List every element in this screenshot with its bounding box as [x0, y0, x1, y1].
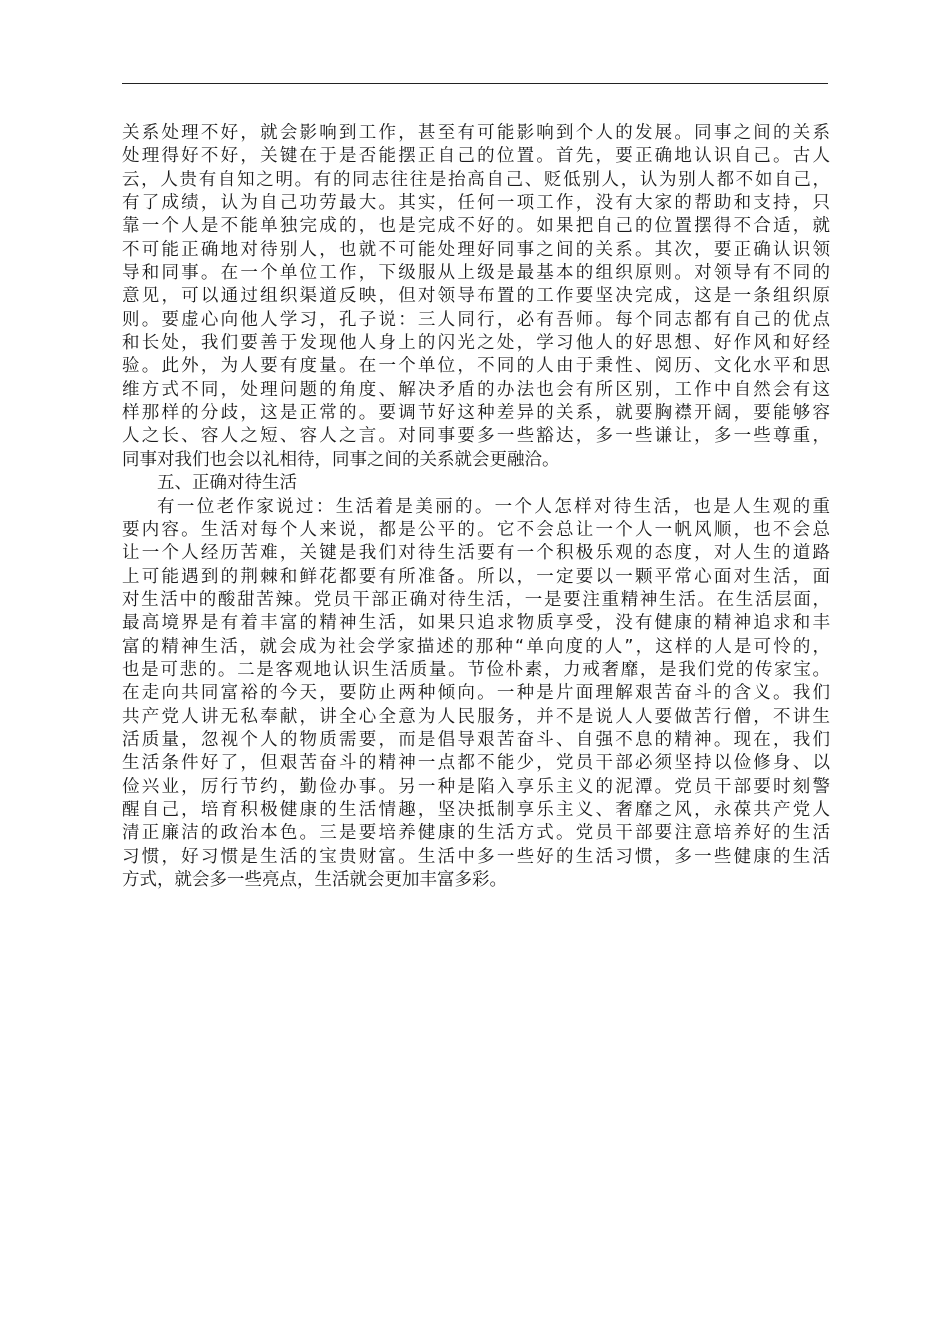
text-line: 上可能遇到的荆棘和鲜花都要有所准备。所以，一定要以一颗平常心面对生活，面: [122, 566, 830, 587]
text-line: 云，人贵有自知之明。有的同志往往是抬高自己、贬低别人，认为别人都不如自己，: [122, 169, 830, 190]
paragraph-relations: [122, 122, 830, 472]
text-line: 不可能正确地对待别人，也就不可能处理好同事之间的关系。其次，要正确认识领: [122, 239, 830, 260]
paragraph-life: [122, 496, 830, 893]
text-line: 和长处，我们要善于发现他人身上的闪光之处，学习他人的好思想、好作风和好经: [122, 333, 830, 354]
text-line: 在走向共同富裕的今天，要防止两种倾向。一种是片面理解艰苦奋斗的含义。我们: [122, 683, 830, 704]
text-line: 靠一个人是不能单独完成的，也是完成不好的。如果把自己的位置摆得不合适，就: [122, 216, 830, 237]
text-line: 让一个人经历苦难，关键是我们对待生活要有一个积极乐观的态度，对人生的道路: [122, 543, 830, 564]
text-line: 醒自己，培育积极健康的生活情趣，坚决抵制享乐主义、奢靡之风，永葆共产党人: [122, 799, 830, 820]
text-line: 也是可悲的。二是客观地认识生活质量。节俭朴素，力戒奢靡，是我们党的传家宝。: [122, 659, 830, 680]
text-line: 要内容。生活对每个人来说，都是公平的。它不会总让一个人一帆风顺，也不会总: [122, 519, 830, 540]
text-line: 清正廉洁的政治本色。三是要培养健康的生活方式。党员干部要注意培养好的生活: [122, 823, 830, 844]
header-rule: [122, 83, 828, 84]
text-line: 俭兴业，厉行节约，勤俭办事。另一种是陷入享乐主义的泥潭。党员干部要时刻警: [122, 776, 830, 797]
text-line: 富的精神生活，就会成为社会学家描述的那种“单向度的人”，这样的人是可怜的，: [122, 636, 830, 657]
text-line: 习惯，好习惯是生活的宝贵财富。生活中多一些好的生活习惯，多一些健康的生活: [122, 846, 830, 867]
text-line: 处理得好不好，关键在于是否能摆正自己的位置。首先，要正确地认识自己。古人: [122, 146, 830, 167]
text-line: 维方式不同，处理问题的角度、解决矛盾的办法也会有所区别，工作中自然会有这: [122, 379, 830, 400]
text-line: 方式，就会多一些亮点，生活就会更加丰富多彩。: [122, 870, 507, 890]
text-line: 活质量，忽视个人的物质需要，而是倡导艰苦奋斗、自强不息的精神。现在，我们: [122, 729, 830, 750]
text-line: 验。此外，为人要有度量。在一个单位，不同的人由于秉性、阅历、文化水平和思: [122, 356, 830, 377]
text-line: 对生活中的酸甜苦辣。党员干部正确对待生活，一是要注重精神生活。在生活层面，: [122, 589, 830, 610]
text-line: 样那样的分歧，这是正常的。要调节好这种差异的关系，就要胸襟开阔，要能够容: [122, 403, 830, 424]
text-line: 生活条件好了，但艰苦奋斗的精神一点都不能少，党员干部必须坚持以俭修身、以: [122, 753, 830, 774]
section-heading: 五、正确对待生活: [157, 473, 297, 494]
text-line: 人之长、容人之短、容人之言。对同事要多一些豁达，多一些谦让，多一些尊重，: [122, 426, 830, 447]
text-line: 导和同事。在一个单位工作，下级服从上级是最基本的组织原则。对领导有不同的: [122, 263, 830, 284]
text-line: 有了成绩，认为自己功劳最大。其实，任何一项工作，没有大家的帮助和支持，只: [122, 193, 830, 214]
document-body: [122, 122, 830, 892]
text-line: 关系处理不好，就会影响到工作，甚至有可能影响到个人的发展。同事之间的关系: [122, 123, 830, 143]
text-line: 最高境界是有着丰富的精神生活，如果只追求物质享受，没有健康的精神追求和丰: [122, 613, 830, 634]
text-line: 意见，可以通过组织渠道反映，但对领导布置的工作要坚决完成，这是一条组织原: [122, 286, 830, 307]
text-line: 同事对我们也会以礼相待，同事之间的关系就会更融洽。: [122, 449, 560, 470]
text-line: 则。要虚心向他人学习，孔子说：三人同行，必有吾师。每个同志都有自己的优点: [122, 309, 830, 330]
text-line: 共产党人讲无私奉献，讲全心全意为人民服务，并不是说人人要做苦行僧，不讲生: [122, 706, 830, 727]
text-line: 有一位老作家说过：生活着是美丽的。一个人怎样对待生活，也是人生观的重: [157, 496, 830, 517]
